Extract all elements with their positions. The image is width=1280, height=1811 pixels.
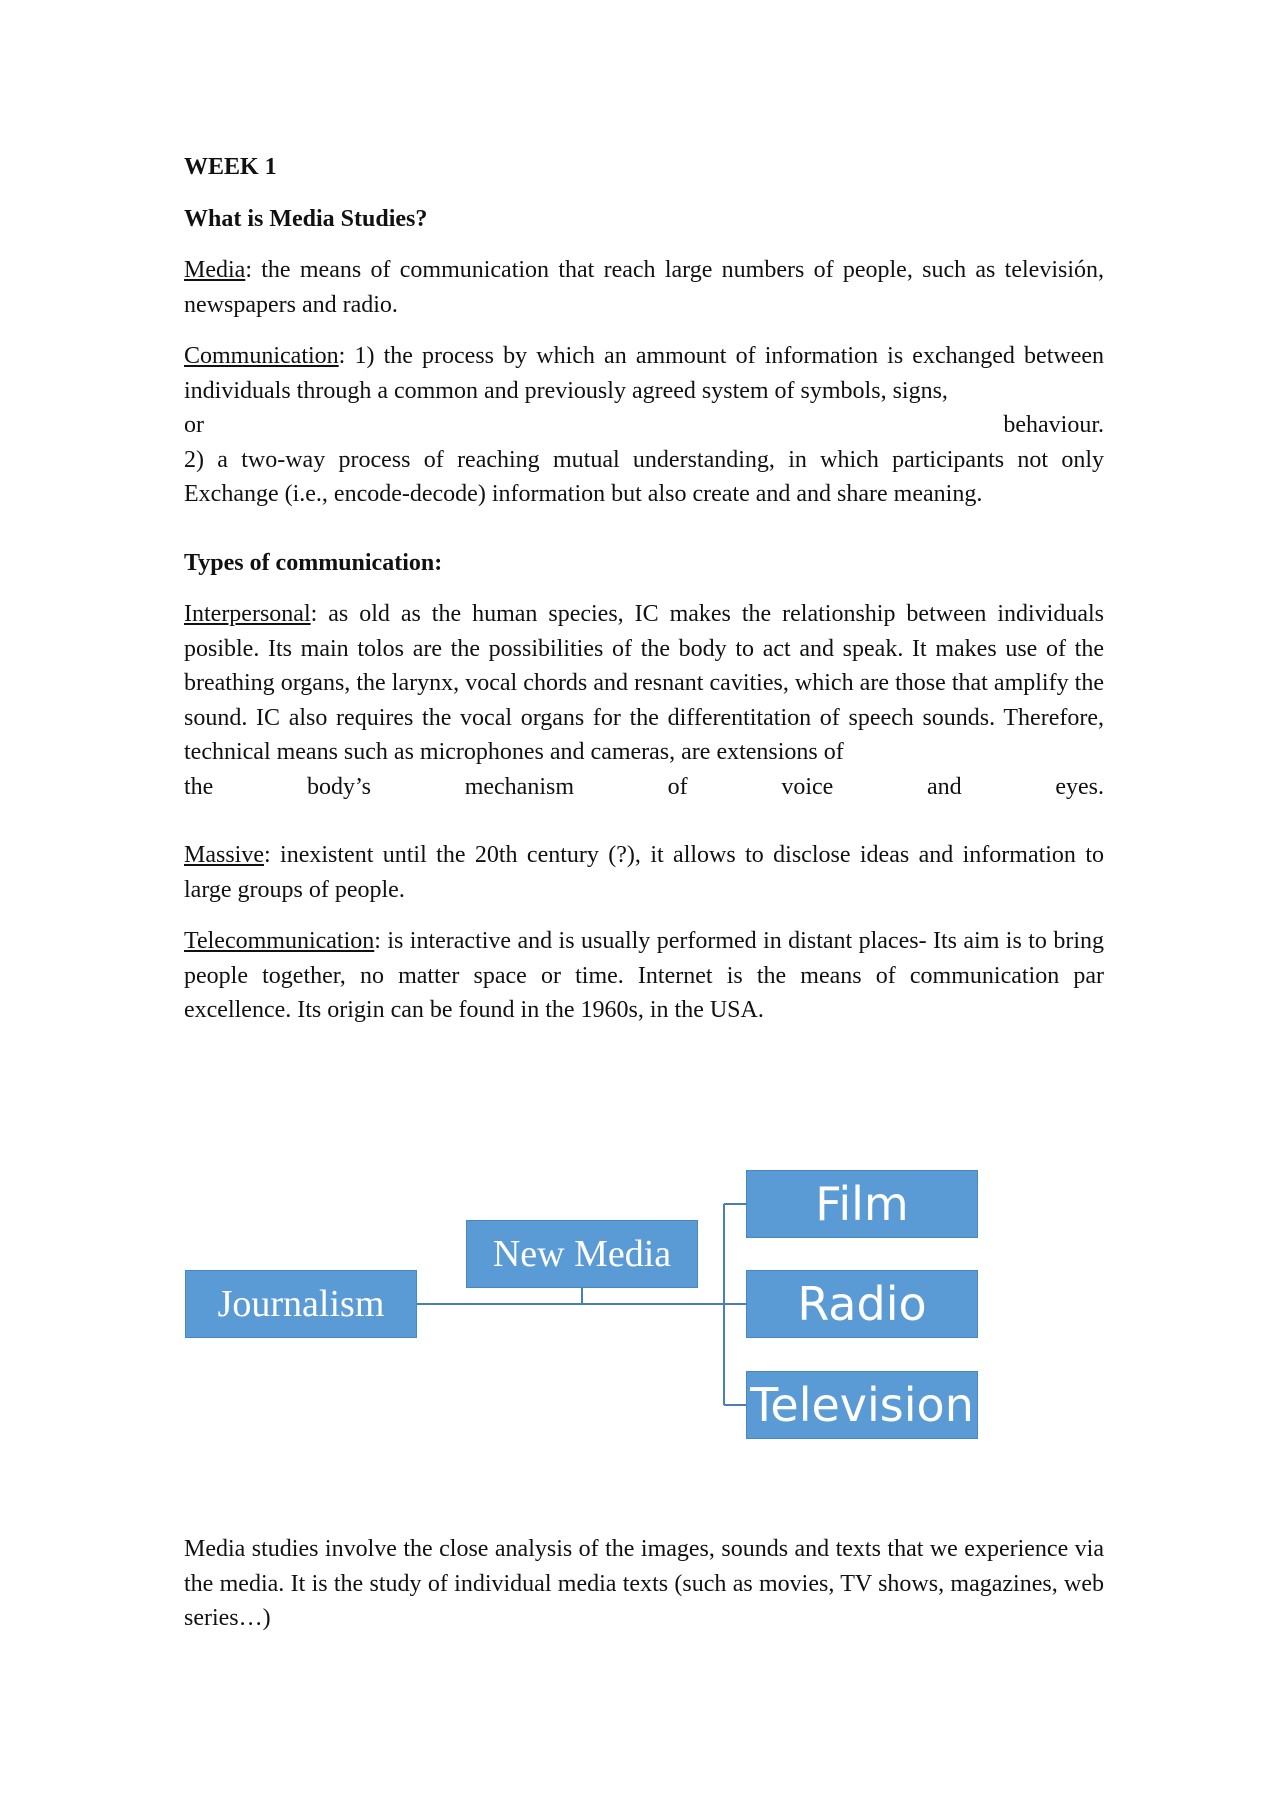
diagram-node-radio: Radio (746, 1270, 978, 1338)
communication-part1a: : 1) the process by which an ammount of information is exchanged between individuals through a common and previously agreed system of symbols, signs, (184, 343, 1104, 404)
telecommunication-definition (184, 924, 1104, 1028)
page-title: What is Media Studies? (184, 205, 428, 232)
interpersonal-text: : as old as the human species, IC makes the relationship between individuals posible. Its main tolos are the possibilities of the body to act and speak. It makes use of the breathing organs, the larynx, vocal chords and resnant cavities, which are those that amplify the sound. IC also requires the vocal organs for the differentitation of speech sounds. Therefore, technical means such as microphones and cameras, are extensions of (184, 601, 1104, 765)
term-massive: Massive (184, 842, 264, 868)
week-heading: WEEK 1 (184, 154, 277, 180)
diagram-node-film: Film (746, 1170, 978, 1238)
communication-part2: 2) a two-way process of reaching mutual understanding, in which participants not only Exchange (i.e., encode-decode) information but also create and and share meaning. (184, 446, 1104, 507)
interpersonal-definition (184, 597, 1104, 770)
term-media: Media (184, 257, 246, 283)
media-definition-text: : the means of communication that reach large numbers of people, such as televisión, newspapers and radio. (184, 257, 1104, 318)
communication-definition (184, 339, 1104, 408)
media-definition (184, 253, 1104, 322)
massive-text: : inexistent until the 20th century (?), it allows to disclose ideas and information to large groups of people. (184, 842, 1104, 903)
term-communication: Communication (184, 343, 339, 369)
document-body (184, 150, 1104, 1045)
term-telecommunication: Telecommunication (184, 928, 375, 954)
types-heading: Types of communication: (184, 549, 443, 576)
telecommunication-text: : is interactive and is usually performed in distant places- Its aim is to bring people together, no matter space or time. Internet is the means of communication par excellence. Its origin can be found in the 1960s, in the USA. (184, 928, 1104, 1023)
closing-paragraph: Media studies involve the close analysis of the images, sounds and texts that we experience via the media. It is the study of individual media texts (such as movies, TV shows, magazines, web series…) (184, 1536, 1104, 1631)
term-interpersonal: Interpersonal (184, 601, 311, 627)
massive-definition (184, 838, 1104, 907)
diagram-node-new-media: New Media (466, 1220, 698, 1288)
communication-part1b: or behaviour. (184, 412, 1104, 438)
diagram-node-journalism: Journalism (185, 1270, 417, 1338)
diagram-node-television: Television (746, 1371, 978, 1439)
interpersonal-last-line: the body’s mechanism of voice and eyes. (184, 773, 1104, 800)
